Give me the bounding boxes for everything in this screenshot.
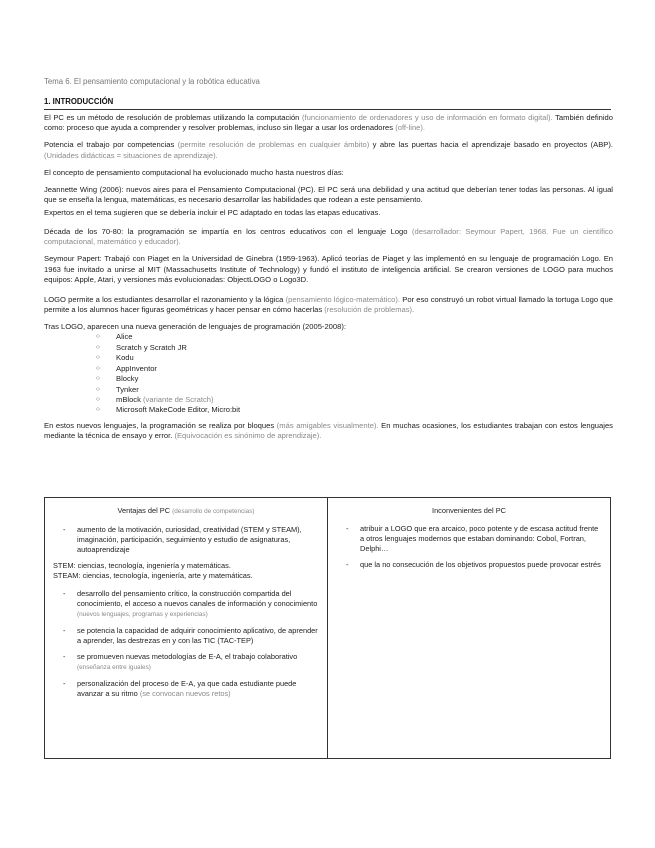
list-item bbox=[96, 353, 613, 363]
disadvantage-text: que la no consecución de los objetivos propuestos puede provocar estrés bbox=[360, 560, 601, 569]
paragraph-evolution: El concepto de pensamiento computacional ha evolucionado mucho hasta nuestros días: bbox=[44, 167, 344, 177]
advantage-note: (se convocan nuevos retos) bbox=[139, 689, 231, 698]
disadvantages-cell bbox=[328, 498, 611, 759]
advantage-text: se potencia la capacidad de adquirir conocimiento aplicativo, de aprender a aprender, las destrezas en y con las TIC (TAC-TEP) bbox=[77, 626, 318, 645]
blocks-text: En estos nuevos lenguajes, la programación se realiza por bloques bbox=[44, 420, 275, 430]
advantage-note: (enseñanza entre iguales) bbox=[77, 664, 151, 671]
paragraph-logo-reasoning bbox=[44, 295, 613, 316]
list-item bbox=[63, 589, 319, 620]
blocks-text-2: En muchas ocasiones, los estudiantes trabajan con estos lenguajes mediante la técnica de ensayo y error. bbox=[44, 420, 613, 441]
language-name: Tynker bbox=[116, 384, 139, 394]
disadvantages-heading: Inconvenientes del PC bbox=[432, 506, 506, 515]
advantages-list-1 bbox=[53, 525, 319, 555]
list-item bbox=[96, 374, 613, 384]
logo-reasoning-note-2: (resolución de problemas). bbox=[324, 305, 415, 315]
paragraph-wing: Jeannette Wing (2006): nuevos aires para el Pensamiento Computacional (PC). El PC será una debilidad y una actitud que deberían tener todas las personas. Al igual que se enseña la lengua, matemáticas, es necesario desarrollar las habilidades que rodean a este pensamiento. bbox=[44, 184, 613, 205]
competencias-text-2: y abre las puertas hacia el aprendizaje basado en proyectos (ABP). bbox=[372, 140, 613, 150]
advantages-title-note: (desarrollo de competencias) bbox=[172, 508, 255, 515]
advantage-text: desarrollo del pensamiento crítico, la construcción compartida del conocimiento, el acceso a nuevos canales de información y conocimiento bbox=[77, 589, 318, 608]
language-note: (variante de Scratch) bbox=[143, 394, 214, 404]
blocks-note: (más amigables visualmente). bbox=[276, 420, 379, 430]
advantages-heading bbox=[53, 506, 319, 517]
table-row bbox=[45, 498, 611, 759]
language-name: Alice bbox=[116, 332, 133, 342]
disadvantage-text: atribuir a LOGO que era arcaico, poco potente y de escasa actitud frente a otros lenguajes modernos que estaban dominando: Cobol, Fortran, Delphi… bbox=[360, 524, 599, 553]
advantage-text: personalización del proceso de E-A, ya que cada estudiante puede avanzar a su ritmo bbox=[77, 679, 297, 698]
advantages-title: Ventajas del PC bbox=[117, 506, 171, 515]
language-name: Microsoft MakeCode Editor, Micro:bit bbox=[116, 405, 241, 415]
language-name: Blocky bbox=[116, 374, 139, 384]
list-item bbox=[96, 332, 613, 342]
pc-definition-note-2: (off-line). bbox=[395, 123, 426, 133]
paragraph-pc-definition bbox=[44, 113, 613, 134]
advantage-text: se promueven nuevas metodologías de E-A, el trabajo colaborativo bbox=[77, 652, 298, 661]
logo-reasoning-text-2: Por eso construyó un robot virtual llamado la tortuga Logo que permite a los alumnos hacer figuras geométricas y hacer pensar en cómo hacerlas bbox=[44, 294, 613, 315]
page-header: Tema 6. El pensamiento computacional y la robótica educativa bbox=[44, 77, 260, 86]
section-rule bbox=[44, 109, 611, 110]
paragraph-experts: Expertos en el tema sugieren que se debería incluir el PC adaptado en todas las etapas educativas. bbox=[44, 207, 381, 217]
disadvantages-list bbox=[336, 524, 602, 570]
document-body bbox=[44, 113, 613, 448]
pc-definition-text: El PC es un método de resolución de problemas utilizando la computación bbox=[44, 113, 300, 122]
pc-definition-text-2: También definido como: proceso que ayuda a comprender y resolver problemas, incluso sin llegar a usar los ordenadores bbox=[44, 113, 613, 133]
stem-definitions bbox=[53, 561, 319, 581]
advantage-text: aumento de la motivación, curiosidad, creatividad (STEM y STEAM), imaginación, participación, seguimiento y estudio de asignaturas, autoaprendizaje bbox=[77, 525, 302, 554]
blocks-note-2: (Equivocación es sinónimo de aprendizaje). bbox=[174, 431, 322, 441]
list-item bbox=[63, 679, 319, 699]
paragraph-new-languages: Tras LOGO, aparecen una nueva generación de lenguajes de programación (2005-2008): bbox=[44, 322, 346, 332]
competencias-note: (permite resolución de problemas en cualquier ámbito) bbox=[177, 140, 370, 150]
language-name: AppInventor bbox=[116, 363, 157, 373]
list-item bbox=[96, 385, 613, 395]
advantage-note: (nuevos lenguajes, programas y experiencias) bbox=[77, 611, 208, 618]
list-item bbox=[96, 364, 613, 374]
language-name: mBlock bbox=[116, 394, 141, 404]
language-name: Scratch y Scratch JR bbox=[116, 342, 187, 352]
logo-reasoning-text: LOGO permite a los estudiantes desarrollar el razonamiento y la lógica bbox=[44, 294, 284, 304]
competencias-text: Potencia el trabajo por competencias bbox=[44, 140, 175, 150]
logo-decade-text: Década de los 70-80: la programación se impartía en los centros educativos con el lenguaje Logo bbox=[44, 227, 408, 237]
section-title: 1. INTRODUCCIÓN bbox=[44, 97, 114, 106]
stem-definition: STEM: ciencias, tecnología, ingeniería y matemáticas. bbox=[53, 561, 231, 570]
language-name: Kodu bbox=[116, 353, 134, 363]
logo-decade-note: (desarrollador: Seymour Papert, 1968. Fue un científico computacional, matemático y educador). bbox=[44, 227, 613, 247]
competencias-note-2: (Unidades didácticas = situaciones de aprendizaje). bbox=[44, 150, 218, 160]
paragraph-logo-decade bbox=[44, 227, 613, 248]
list-item bbox=[96, 405, 613, 415]
paragraph-competencias bbox=[44, 140, 613, 161]
paragraph-blocks bbox=[44, 421, 613, 442]
paragraph-papert: Seymour Papert: Trabajó con Piaget en la Universidad de Ginebra (1959-1963). Aplicó teorías de Piaget y las implementó en su lenguaje de programación Logo. En 1963 fue invitado a unirse al MIT (Massachusetts Institute of Technology) y fundó el instituto de inteligencia artificial. Se crearon versiones de LOGO para muchos equipos: Apple, Atari, y versiones más evolucionadas: ObjectLOGO o Logo3D. bbox=[44, 254, 613, 285]
steam-definition: STEAM: ciencias, tecnología, ingeniería, arte y matemáticas. bbox=[53, 571, 253, 580]
list-item bbox=[346, 524, 602, 554]
list-item bbox=[346, 560, 602, 570]
list-item bbox=[96, 343, 613, 353]
pc-comparison-table bbox=[44, 497, 611, 759]
list-item bbox=[63, 626, 319, 646]
list-item bbox=[63, 525, 319, 555]
advantages-list-2 bbox=[53, 589, 319, 699]
advantages-cell bbox=[45, 498, 328, 759]
logo-reasoning-note: (pensamiento lógico-matemático). bbox=[285, 294, 401, 304]
languages-list bbox=[44, 332, 613, 415]
list-item bbox=[96, 395, 613, 405]
pc-definition-note: (funcionamiento de ordenadores y uso de información en formato digital). bbox=[301, 113, 553, 122]
list-item bbox=[63, 652, 319, 673]
